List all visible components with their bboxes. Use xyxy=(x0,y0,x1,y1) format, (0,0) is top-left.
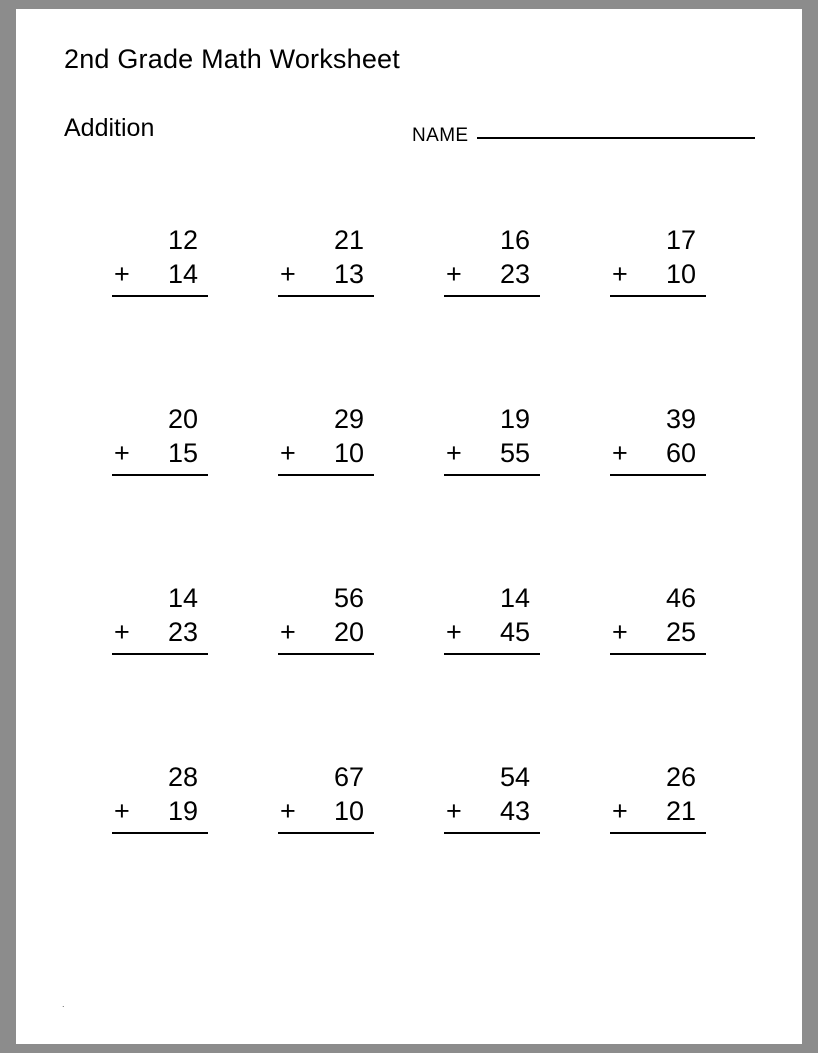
addend-bottom-row xyxy=(112,436,208,470)
operator-symbol: + xyxy=(446,259,462,289)
problem-cell xyxy=(230,223,396,402)
operator-symbol: + xyxy=(612,259,628,289)
operator-symbol: + xyxy=(612,796,628,826)
problem-stack xyxy=(610,581,706,655)
operator-symbol: + xyxy=(114,617,130,647)
name-label: NAME xyxy=(412,125,469,146)
answer-rule xyxy=(444,653,540,655)
addend-bottom: 55 xyxy=(499,438,530,468)
addend-bottom-row xyxy=(278,615,374,649)
answer-rule xyxy=(610,832,706,834)
addend-bottom-row xyxy=(610,615,706,649)
addend-bottom-row xyxy=(444,615,540,649)
problem-stack xyxy=(444,581,540,655)
addend-bottom: 15 xyxy=(167,438,198,468)
addend-top: 14 xyxy=(499,583,530,613)
addend-top: 26 xyxy=(665,762,696,792)
addend-top: 67 xyxy=(333,762,364,792)
addend-bottom: 10 xyxy=(333,796,364,826)
addend-bottom-row xyxy=(278,436,374,470)
operator-symbol: + xyxy=(446,796,462,826)
addend-bottom-row xyxy=(444,436,540,470)
addend-top: 21 xyxy=(333,225,364,255)
operator-symbol: + xyxy=(114,259,130,289)
problem-cell xyxy=(64,223,230,402)
name-field-row xyxy=(412,125,755,147)
problem-stack xyxy=(444,402,540,476)
answer-rule xyxy=(610,653,706,655)
answer-rule xyxy=(444,295,540,297)
problem-cell xyxy=(64,581,230,760)
problem-cell xyxy=(396,223,562,402)
answer-rule xyxy=(444,832,540,834)
problem-stack xyxy=(610,402,706,476)
problem-cell xyxy=(64,760,230,939)
operator-symbol: + xyxy=(280,796,296,826)
addend-top: 46 xyxy=(665,583,696,613)
answer-rule xyxy=(444,474,540,476)
addend-bottom: 21 xyxy=(665,796,696,826)
addend-top: 16 xyxy=(499,225,530,255)
addend-top: 54 xyxy=(499,762,530,792)
answer-rule xyxy=(112,832,208,834)
answer-rule xyxy=(610,295,706,297)
addend-top: 20 xyxy=(167,404,198,434)
addend-bottom: 25 xyxy=(665,617,696,647)
addend-top: 29 xyxy=(333,404,364,434)
problem-stack xyxy=(278,581,374,655)
addend-top: 17 xyxy=(665,225,696,255)
problem-row xyxy=(64,402,754,581)
addend-top: 56 xyxy=(333,583,364,613)
addend-bottom-row xyxy=(444,257,540,291)
addend-top: 12 xyxy=(167,225,198,255)
addend-bottom: 60 xyxy=(665,438,696,468)
answer-rule xyxy=(278,474,374,476)
operator-symbol: + xyxy=(612,438,628,468)
addend-top: 19 xyxy=(499,404,530,434)
problem-stack xyxy=(278,760,374,834)
answer-rule xyxy=(112,474,208,476)
addend-bottom-row xyxy=(444,794,540,828)
addend-bottom-row xyxy=(610,257,706,291)
addend-bottom-row xyxy=(610,794,706,828)
addend-bottom: 45 xyxy=(499,617,530,647)
problem-cell xyxy=(562,581,728,760)
answer-rule xyxy=(112,653,208,655)
page-title: 2nd Grade Math Worksheet xyxy=(64,44,400,74)
problem-stack xyxy=(278,402,374,476)
problem-row xyxy=(64,760,754,939)
addend-bottom: 23 xyxy=(499,259,530,289)
addend-bottom-row xyxy=(278,794,374,828)
operator-symbol: + xyxy=(114,438,130,468)
problem-cell xyxy=(230,581,396,760)
addend-bottom: 20 xyxy=(333,617,364,647)
answer-rule xyxy=(610,474,706,476)
problem-stack xyxy=(112,223,208,297)
problem-cell xyxy=(230,402,396,581)
addend-bottom-row xyxy=(278,257,374,291)
problem-cell xyxy=(562,402,728,581)
addend-bottom: 10 xyxy=(333,438,364,468)
operator-symbol: + xyxy=(114,796,130,826)
operator-symbol: + xyxy=(612,617,628,647)
problem-cell xyxy=(64,402,230,581)
answer-rule xyxy=(278,653,374,655)
problem-stack xyxy=(610,223,706,297)
problem-grid xyxy=(64,223,754,939)
problem-stack xyxy=(278,223,374,297)
name-input-line[interactable] xyxy=(477,137,755,139)
operator-symbol: + xyxy=(280,438,296,468)
addend-bottom: 13 xyxy=(333,259,364,289)
addend-bottom-row xyxy=(112,257,208,291)
operator-symbol: + xyxy=(280,617,296,647)
addend-bottom: 19 xyxy=(167,796,198,826)
problem-stack xyxy=(112,402,208,476)
problem-cell xyxy=(396,760,562,939)
addend-top: 39 xyxy=(665,404,696,434)
operator-symbol: + xyxy=(446,438,462,468)
problem-row xyxy=(64,581,754,760)
problem-cell xyxy=(396,402,562,581)
answer-rule xyxy=(112,295,208,297)
operator-symbol: + xyxy=(280,259,296,289)
problem-stack xyxy=(112,581,208,655)
problem-cell xyxy=(230,760,396,939)
worksheet-section-heading: Addition xyxy=(64,114,155,142)
problem-row xyxy=(64,223,754,402)
worksheet-page xyxy=(16,9,802,1044)
problem-stack xyxy=(610,760,706,834)
addend-bottom: 43 xyxy=(499,796,530,826)
addend-top: 14 xyxy=(167,583,198,613)
corner-mark: . xyxy=(62,999,65,1009)
problem-cell xyxy=(562,760,728,939)
addend-bottom: 23 xyxy=(167,617,198,647)
addend-bottom: 14 xyxy=(167,259,198,289)
addend-top: 28 xyxy=(167,762,198,792)
answer-rule xyxy=(278,295,374,297)
problem-stack xyxy=(112,760,208,834)
addend-bottom: 10 xyxy=(665,259,696,289)
operator-symbol: + xyxy=(446,617,462,647)
problem-stack xyxy=(444,760,540,834)
problem-stack xyxy=(444,223,540,297)
addend-bottom-row xyxy=(112,794,208,828)
problem-cell xyxy=(396,581,562,760)
addend-bottom-row xyxy=(112,615,208,649)
addend-bottom-row xyxy=(610,436,706,470)
answer-rule xyxy=(278,832,374,834)
problem-cell xyxy=(562,223,728,402)
